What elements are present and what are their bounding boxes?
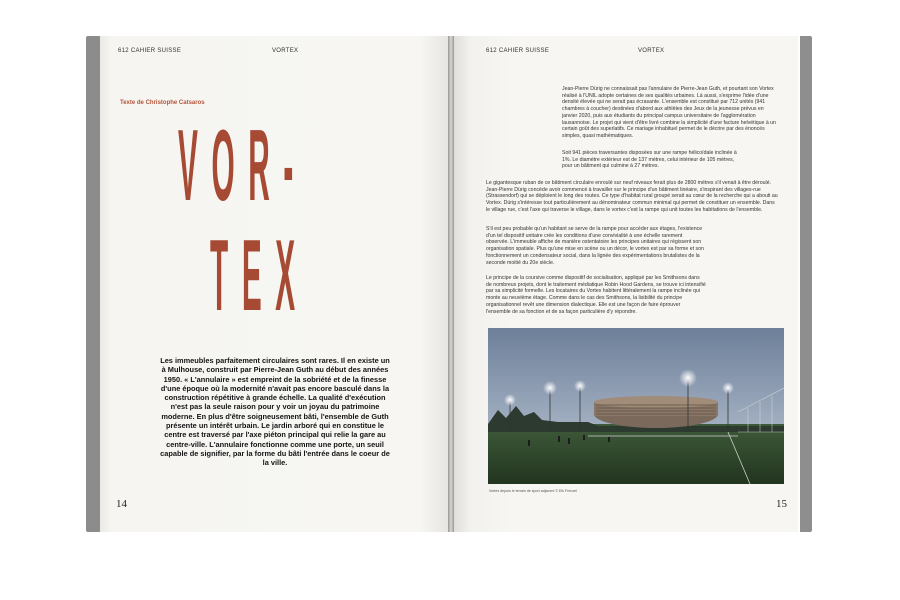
running-head-left-right-page: 612 CAHIER SUISSE: [486, 48, 550, 54]
page-number-left: 14: [116, 498, 127, 510]
author-credit: Texte de Christophe Catsaros: [120, 100, 205, 106]
gutter: [448, 36, 454, 532]
body-paragraph-2: Soit 941 pièces traversantes disposées sur une rampe hélicoïdale inclinée à 1%. Le diamètre extérieur est de 137 mètres, celui intérieur de 105 mètres, pour un bâtiment qui culmine à 27 mètres.: [562, 150, 737, 170]
body-paragraph-1: Jean-Pierre Dürig ne connaissait pas l'annulaire de Pierre-Jean Guth, et pourtant son Vortex réalisé à l'UNIL adopte certaines de ses qualités urbaines. Là aussi, s'exprime l'idée d'une densité élevée qui ne serait pas écrasante. L'ensemble est constitué par 712 unités (941 chambres à coucher) destinées d'abord aux athlètes des Jeux de la jeunesse prévus en janvier 2020, puis aux étudiants du principal campus universitaire de l'agglomération lausannoise. Le projet qui vient d'être livré combine la simplicité d'une facture helvétique à un certain goût des superlatifs. Ce mariage inhabituel permet de le décrire par des énoncés simples, quasi mathématiques.: [562, 86, 776, 139]
running-head-left: 612 CAHIER SUISSE: [118, 48, 182, 54]
body-paragraph-4: S'il est peu probable qu'un habitant se serve de la rampe pour accéder aux étages, l'existence d'un tel dispositif unitaire crée les conditions d'une convivialité à une échelle rarement observée. L'immeuble affiche de manière ostentatoire les principes unitaires qui régissent son organisation spatiale. Plus qu'une mise en scène ou un décor, le vortex est par sa forme et son fonctionnement un condensateur social, dans la lignée des expérimentations brutalistes de la seconde moitié du 20e siècle.: [486, 226, 704, 266]
body-paragraph-5: Le principe de la coursive comme dispositif de socialisation, appliqué par les Smithsons dans de nombreux projets, dont le traitement médiatique Robin Hood Gardens, se trouve ici intensifié par sa simplicité formelle. Les locataires du Vortex habitent littéralement la rampe inclinée qui monte au neuvième étage. Comme dans le cas des Smithsons, la lisibilité du principe organisationnel revêt une dimension dialectique. Elle est une façon de faire éprouver l'ensemble de sa fonction et de sa façon particulière d'y répondre.: [486, 275, 706, 315]
page-number-right: 15: [776, 498, 787, 510]
title-line-2: TEX: [210, 221, 309, 333]
running-head-center: VORTEX: [272, 48, 299, 54]
lead-paragraph: Les immeubles parfaitement circulaires sont rares. Il en existe un à Mulhouse, construit par Pierre-Jean Guth au début des années 1950. « L'annulaire » est empreint de la sobriété et de la finesse d'une époque où la modernité n'avait pas encore basculé dans la construction répétitive à grande échelle. La qualité d'exécution n'est pas la seule raison pour y voir un joyau du patrimoine moderne. En plus d'être soigneusement bâti, l'ensemble de Guth présente un intérêt urbain. Le jardin arboré qui en constitue le centre est traversé par l'axe piéton principal qui relie la gare au centre-ville. L'annulaire fonctionne comme une porte, un seuil capable de signifier, par la forme du bâti l'entrée dans le coeur de la ville.: [160, 356, 390, 468]
vortex-photo: [488, 328, 784, 484]
photo-caption: Vortex depuis le terrain de sport adjacent © Eik Frenzel: [489, 489, 577, 493]
running-head-center-right-page: VORTEX: [638, 48, 665, 54]
body-paragraph-3: Le gigantesque ruban de ce bâtiment circulaire enroulé sur neuf niveaux ferait plus de 2800 mètres s'il venait à être déroulé. Jean-Pierre Dürig concède avoir commencé à travailler sur le principe d'un bâtiment linéaire, s'inspirant des villages-rue (Strassendorf) qui se déploient le long des routes. Ce type d'habitat rural groupé serait au cœur de la recherche qui a abouti au Vortex. Dürig s'intéresse tout particulièrement au dénominateur commun minimal qui permet de constituer un ensemble. Dans le village rue, c'est l'axe qui traverse le village, dans le vortex c'est la rampe qui unit toutes les habitations de l'ensemble.: [486, 180, 778, 213]
title-line-1: VOR-: [178, 111, 307, 223]
cover-edge-right: [800, 36, 812, 532]
cover-edge-left: [86, 36, 100, 532]
